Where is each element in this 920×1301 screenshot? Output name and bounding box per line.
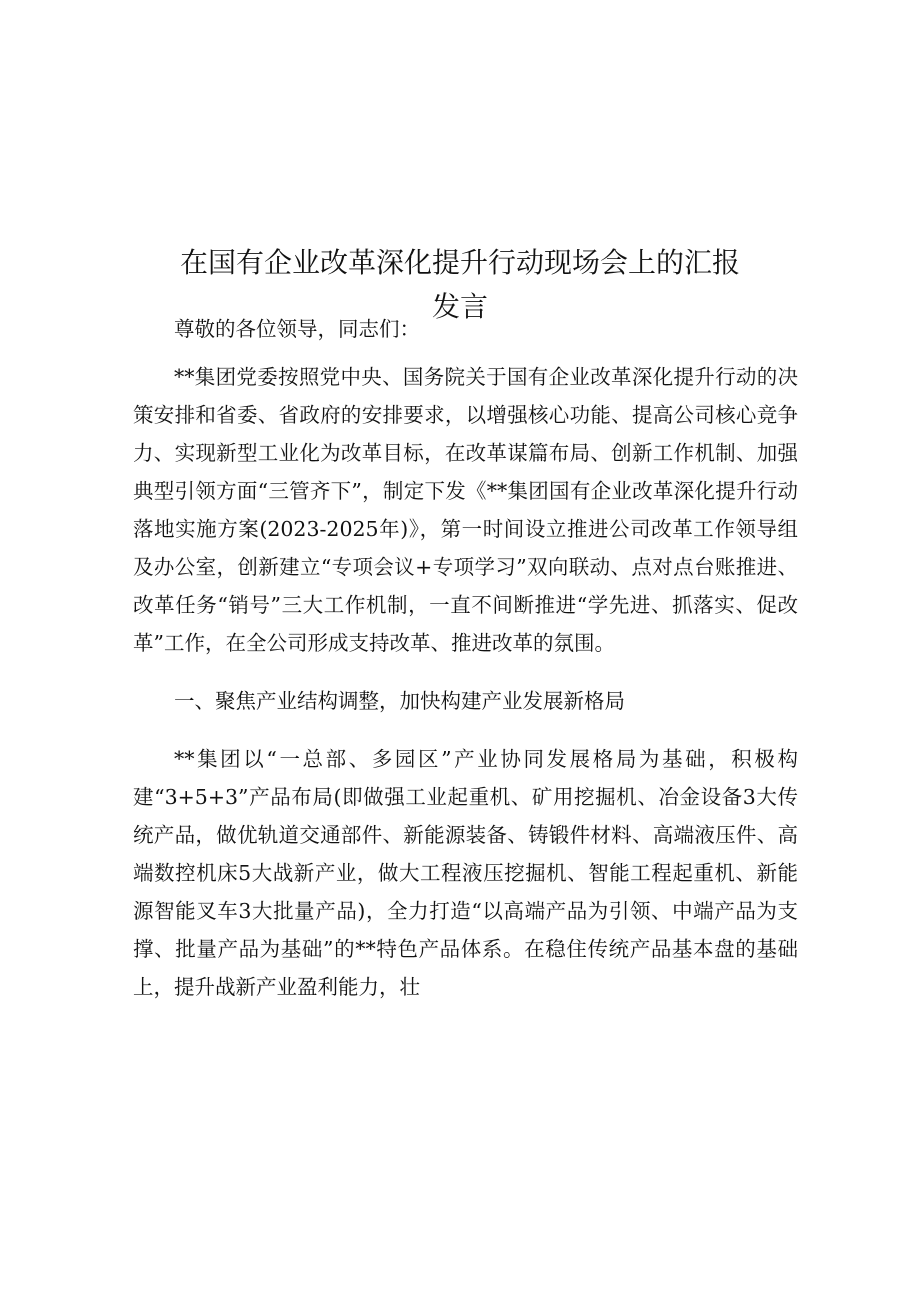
section-heading-1: 一、聚焦产业结构调整，加快构建产业发展新格局 [174, 689, 625, 713]
title-line-1: 在国有企业改革深化提升行动现场会上的汇报 [179, 245, 740, 279]
paragraph-intro: **集团党委按照党中央、国务院关于国有企业改革深化提升行动的决策安排和省委、省政府的安排要求，以增强核心功能、提高公司核心竞争力、实现新型工业化为改革目标，在改革谋篇布局、创新工作机制、加强典型引领方面“三管齐下”，制定下发《**集团国有企业改革深化提升行动落地实施方案(2023-2025年)》，第一时间设立推进公司改革工作领导组及办公室，创新建立“专项会议+专项学习”双向联动、点对点台账推进、改革任务“销号”三大工作机制，一直不间断推进“学先进、抓落实、促改革”工作，在全公司形成支持改革、推进改革的氛围。 [133, 365, 798, 655]
title-line-2: 发言 [431, 289, 488, 323]
salutation: 尊敬的各位领导，同志们： [174, 317, 420, 341]
paragraph-section-1: **集团以“一总部、多园区”产业协同发展格局为基础，积极构建“3+5+3”产品布局(即做强工业起重机、矿用挖掘机、冶金设备3大传统产品，做优轨道交通部件、新能源装备、铸锻件材料、高端液压件、高端数控机床5大战新产业，做大工程液压挖掘机、智能工程起重机、新能源智能叉车3大批量产品)，全力打造“以高端产品为引领、中端产品为支撑、批量产品为基础”的**特色产品体系。在稳住传统产品基本盘的基础上，提升战新产业盈利能力，壮 [133, 747, 798, 999]
document-body [133, 310, 798, 1026]
